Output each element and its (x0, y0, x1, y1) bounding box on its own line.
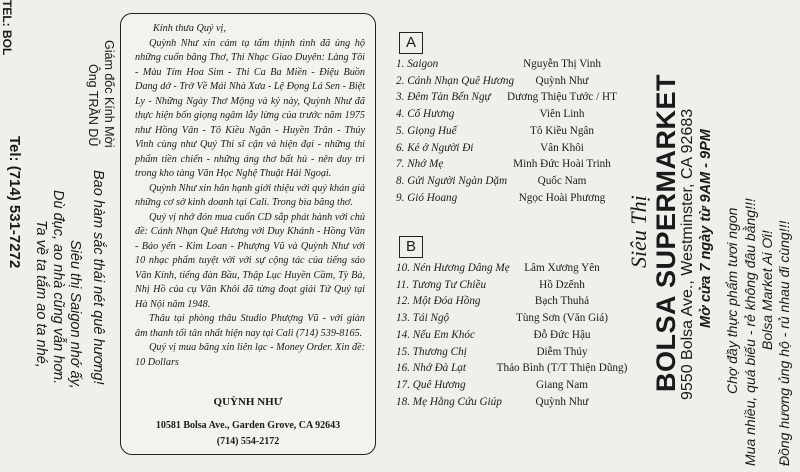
side-a-tracklist (396, 58, 618, 208)
track-artist: Viên Linh (539, 108, 585, 121)
track-row (396, 329, 618, 343)
track-row (396, 346, 618, 360)
poem-line-4: Bao hàm sắc thái nét quê hương! (90, 170, 106, 385)
store-slogan-1: Chợ đầy thực phẩm tươi ngon (724, 207, 740, 394)
track-title: 12. Một Đóa Hồng (396, 295, 481, 308)
track-title: 6. Kẻ ở Người Đi (396, 141, 474, 154)
track-title: 2. Cánh Nhạn Quê Hương (396, 74, 515, 87)
track-row (396, 108, 618, 122)
letter-greeting: Kính thưa Quý vị, (153, 23, 226, 34)
track-row (396, 379, 618, 393)
store-address: 9550 Bolsa Ave., Westminster, CA 92683 (679, 108, 696, 400)
track-row (396, 295, 618, 309)
letter-paragraph: Quý vị mua băng xin liên lạc - Money Order. Xin đề: 10 Dollars (135, 342, 365, 368)
track-title: 18. Mẹ Hằng Cứu Giúp (396, 395, 502, 408)
track-title: 17. Quê Hương (396, 378, 466, 391)
track-title: 4. Cố Hương (396, 108, 455, 121)
track-row (396, 192, 618, 206)
track-row (396, 262, 618, 276)
track-row (396, 312, 618, 326)
store-hours: Mở cửa 7 ngày từ 9AM - 9PM (698, 129, 714, 328)
track-artist: Dương Thiệu Tước / HT (507, 91, 617, 104)
track-row (396, 158, 618, 172)
track-artist: Diễm Thúy (536, 345, 588, 358)
poem-line-3: Siêu thị Saigon nhớ ấy, (67, 240, 83, 389)
letter-panel (120, 13, 376, 455)
track-title: 16. Nhớ Đà Lạt (396, 362, 466, 375)
track-title: 9. Gió Hoang (396, 191, 458, 204)
track-title: 14. Nếu Em Khóc (396, 328, 475, 341)
left-partial-text: TEL: BOL (0, 0, 14, 56)
track-artist: Nguyễn Thị Vinh (523, 58, 601, 70)
store-script-title: Siêu Thị (626, 195, 651, 268)
store-name: BOLSA SUPERMARKET (651, 73, 681, 392)
track-row (396, 58, 618, 72)
track-artist: Hồ Dzếnh (539, 278, 585, 291)
track-title: 13. Tái Ngộ (396, 312, 450, 325)
side-b-label: B (399, 236, 423, 258)
track-row (396, 396, 618, 410)
track-artist: Tùng Sơn (Văn Giá) (516, 312, 608, 325)
track-title: 3. Đêm Tàn Bến Ngự (396, 91, 491, 104)
track-title: 15. Thương Chị (396, 345, 467, 358)
track-title: 10. Nén Hương Dâng Mẹ (396, 262, 510, 274)
track-title: 7. Nhớ Mẹ (396, 158, 444, 171)
track-row (396, 142, 618, 156)
track-artist: Lâm Xương Yên (524, 262, 600, 274)
track-artist: Tô Kiều Ngân (529, 124, 594, 137)
letter-address: 10581 Bolsa Ave., Garden Grove, CA 92643 (155, 420, 341, 431)
side-a-label: A (399, 32, 423, 54)
track-artist: Quỳnh Như (535, 395, 589, 408)
poem-line-1: Ta về ta tắm ao ta nhé, (33, 220, 49, 368)
track-artist: Ngọc Hoài Phương (518, 191, 606, 204)
track-artist: Đỗ Đức Hậu (533, 328, 591, 341)
poem-line-2: Dù đục, ao nhà cũng vẫn hơn. (50, 190, 66, 385)
track-title: 5. Giọng Huế (396, 124, 457, 137)
letter-paragraph: Quỳnh Như xin cảm tạ tấm thịnh tình đã ủng hộ những cuốn băng Thơ, Thi Nhạc Giao Duyên: Làng Tôi - Màu Tím Hoa Sim - Thi Ca Ba Miền - Điệu Buồn Dang dở - Trở Về Mái Nhà Xưa - Lệ Đọng Lá Sen - Biệt Ly - Những Ngày Thơ Mộng và kỷ này, Quỳnh Như đã thực hiện bốn giọng ngâm lẫy lừng của trước năm 1975 như Hồng Vân - Tô Kiều Ngân - Huyền Trân - Thúy Vinh cùng như Quý Thi sĩ cận và hiện đại - những thi phẩm tiền chiến - những áng thơ bất hủ - nên duy trì trong kho tàng Văn Học Nghệ Thuật Hải Ngoại. (135, 37, 365, 179)
track-artist: Minh Đức Hoài Trinh (513, 158, 611, 171)
track-artist: Thảo Bình (T/T Thiện Dũng) (496, 362, 628, 375)
store-slogan-3: Bolsa Market Ai Ơi! (759, 230, 775, 350)
signer-name: Ông TRẦN DŨ (86, 64, 100, 147)
letter-paragraph: Quý vị nhớ đón mua cuốn CD sắp phát hành với chủ đề: Cánh Nhạn Quê Hương với Duy Khánh - Hồng Vân - Bảo yến - Kim Loan - Phượng Vũ và Quỳnh Như với 10 nhạc phẩm tuyệt vời với sự cộng tác của tiếng sáo Văn Kính, tiếng đàn Bầu, Thập Lục Huyền Cầm, Tỳ Bà, Nhị Hồ của cụ Văn Khôi đã từng đoạt giải Tứ Quý tại Hà Nội năm 1948. (135, 211, 365, 310)
track-title: 8. Gửi Người Ngàn Dặm (396, 174, 508, 187)
track-artist: Quỳnh Như (535, 74, 589, 87)
letter-phone: (714) 554-2172 (216, 436, 280, 447)
track-artist: Giang Nam (536, 378, 588, 391)
letter-paragraph: Quỳnh Như xin hân hạnh giới thiệu với quý khán giả những cơ sở kinh doanh tại Cali. Trong bìa băng thơ. (135, 182, 365, 208)
track-row (396, 125, 618, 139)
track-title: 11. Tương Tư Chiều (396, 278, 487, 291)
side-b-tracklist (396, 262, 628, 412)
track-artist: Bạch Thuhả (534, 295, 590, 308)
track-row (396, 175, 618, 189)
track-row (396, 362, 628, 376)
letter-paragraph: Thâu tại phòng thâu Studio Phượng Vũ - với giàn âm thanh tối tân nhất hiện nay tại Cali (714) 539-8165. (135, 313, 365, 339)
letter-signature: QUỲNH NHƯ (213, 396, 283, 408)
track-row (396, 75, 618, 89)
track-artist: Quốc Nam (537, 174, 587, 187)
track-row (396, 91, 618, 105)
track-row (396, 279, 618, 293)
track-title: 1. Saigon (396, 58, 439, 70)
track-artist: Vân Khôi (540, 141, 584, 154)
store-slogan-2: Mua nhiều, quá biếu - rẻ không đâu bằng!!! (742, 198, 758, 466)
letter-body (135, 22, 365, 370)
left-phone: Tel: (714) 531-7272 (6, 136, 23, 269)
store-slogan-4: Đồng hương ủng hộ - rủ nhau đi cùng!!! (776, 220, 792, 466)
signer-title: Giám đốc Kính Mời (102, 40, 116, 148)
